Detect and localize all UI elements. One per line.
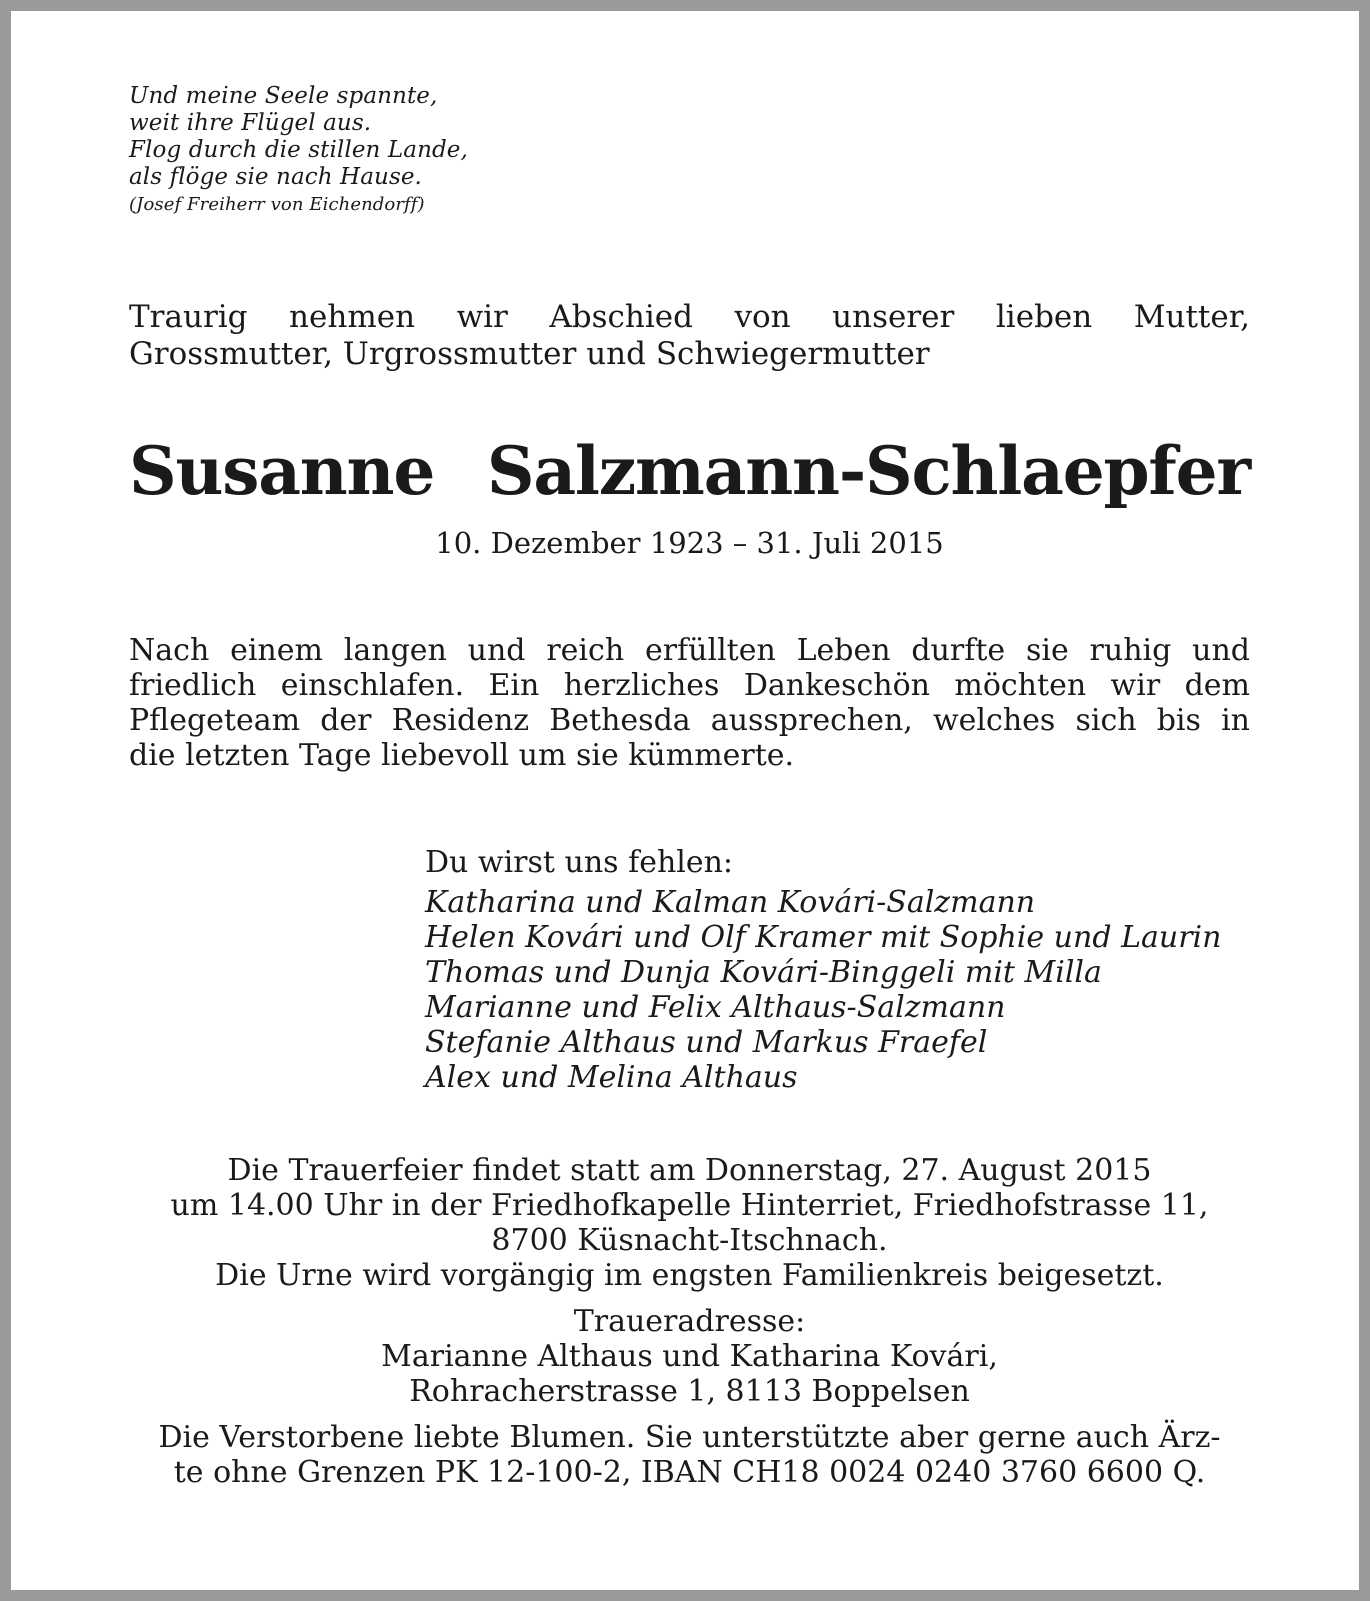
farewell-intro — [129, 299, 1250, 373]
address-line: Marianne Althaus und Katharina Kovári, — [381, 1339, 998, 1374]
mourner-name: Katharina und Kalman Kovári-Salzmann — [425, 885, 1036, 920]
intro-line: Traurig nehmen wir Abschied von unserer lieben Mutter, — [129, 299, 1250, 335]
obituary-notice — [11, 11, 1359, 1590]
mourning-address — [129, 1304, 1250, 1409]
life-dates: 10. Dezember 1923 – 31. Juli 2015 — [435, 526, 944, 560]
mourner-name: Alex und Melina Althaus — [425, 1060, 798, 1095]
address-line: Rohracherstrasse 1, 8113 Boppelsen — [409, 1374, 970, 1409]
service-line: Die Urne wird vorgängig im engsten Familienkreis beigesetzt. — [215, 1258, 1164, 1293]
donation-note — [129, 1420, 1250, 1490]
donation-line: te ohne Grenzen PK 12-100-2, IBAN CH18 0024 0240 3760 6600 Q. — [173, 1455, 1206, 1490]
poem-author: (Josef Freiherr von Eichendorff) — [129, 194, 425, 215]
poem-line: Flog durch die stillen Lande, — [129, 137, 468, 163]
paragraph-line: die letzten Tage liebevoll um sie kümmerte. — [129, 738, 795, 773]
mourners-list — [425, 845, 1265, 1095]
donation-line: Die Verstorbene liebte Blumen. Sie unterstützte aber gerne auch Ärz- — [158, 1420, 1221, 1455]
mourner-name: Stefanie Althaus und Markus Fraefel — [425, 1025, 988, 1060]
service-line: um 14.00 Uhr in der Friedhofkapelle Hinterriet, Friedhofstrasse 11, — [170, 1188, 1209, 1223]
service-line: Die Trauerfeier findet statt am Donnerstag, 27. August 2015 — [227, 1153, 1152, 1188]
poem-quote — [129, 83, 468, 218]
paragraph-line: Nach einem langen und reich erfüllten Leben durfte sie ruhig und — [129, 633, 1250, 668]
poem-line: als flöge sie nach Hause. — [129, 164, 422, 190]
service-line: 8700 Küsnacht-Itschnach. — [491, 1223, 888, 1258]
intro-line: Grossmutter, Urgrossmutter und Schwiegermutter — [129, 336, 930, 372]
poem-line: weit ihre Flügel aus. — [129, 110, 372, 136]
mourner-name: Thomas und Dunja Kovári-Binggeli mit Milla — [425, 955, 1102, 990]
mourner-name: Marianne und Felix Althaus-Salzmann — [425, 990, 1006, 1025]
tribute-paragraph — [129, 633, 1250, 773]
poem-line: Und meine Seele spannte, — [129, 83, 438, 109]
mourners-heading: Du wirst uns fehlen: — [425, 845, 734, 880]
funeral-service-info — [129, 1153, 1250, 1293]
address-label: Traueradresse: — [573, 1304, 806, 1339]
paragraph-line: friedlich einschlafen. Ein herzliches Dankeschön möchten wir dem — [129, 668, 1250, 703]
deceased-name: Susanne Salzmann-Schlaepfer — [129, 432, 1250, 510]
paragraph-line: Pflegeteam der Residenz Bethesda aussprechen, welches sich bis in — [129, 703, 1250, 738]
mourner-name: Helen Kovári und Olf Kramer mit Sophie und Laurin — [425, 920, 1222, 955]
